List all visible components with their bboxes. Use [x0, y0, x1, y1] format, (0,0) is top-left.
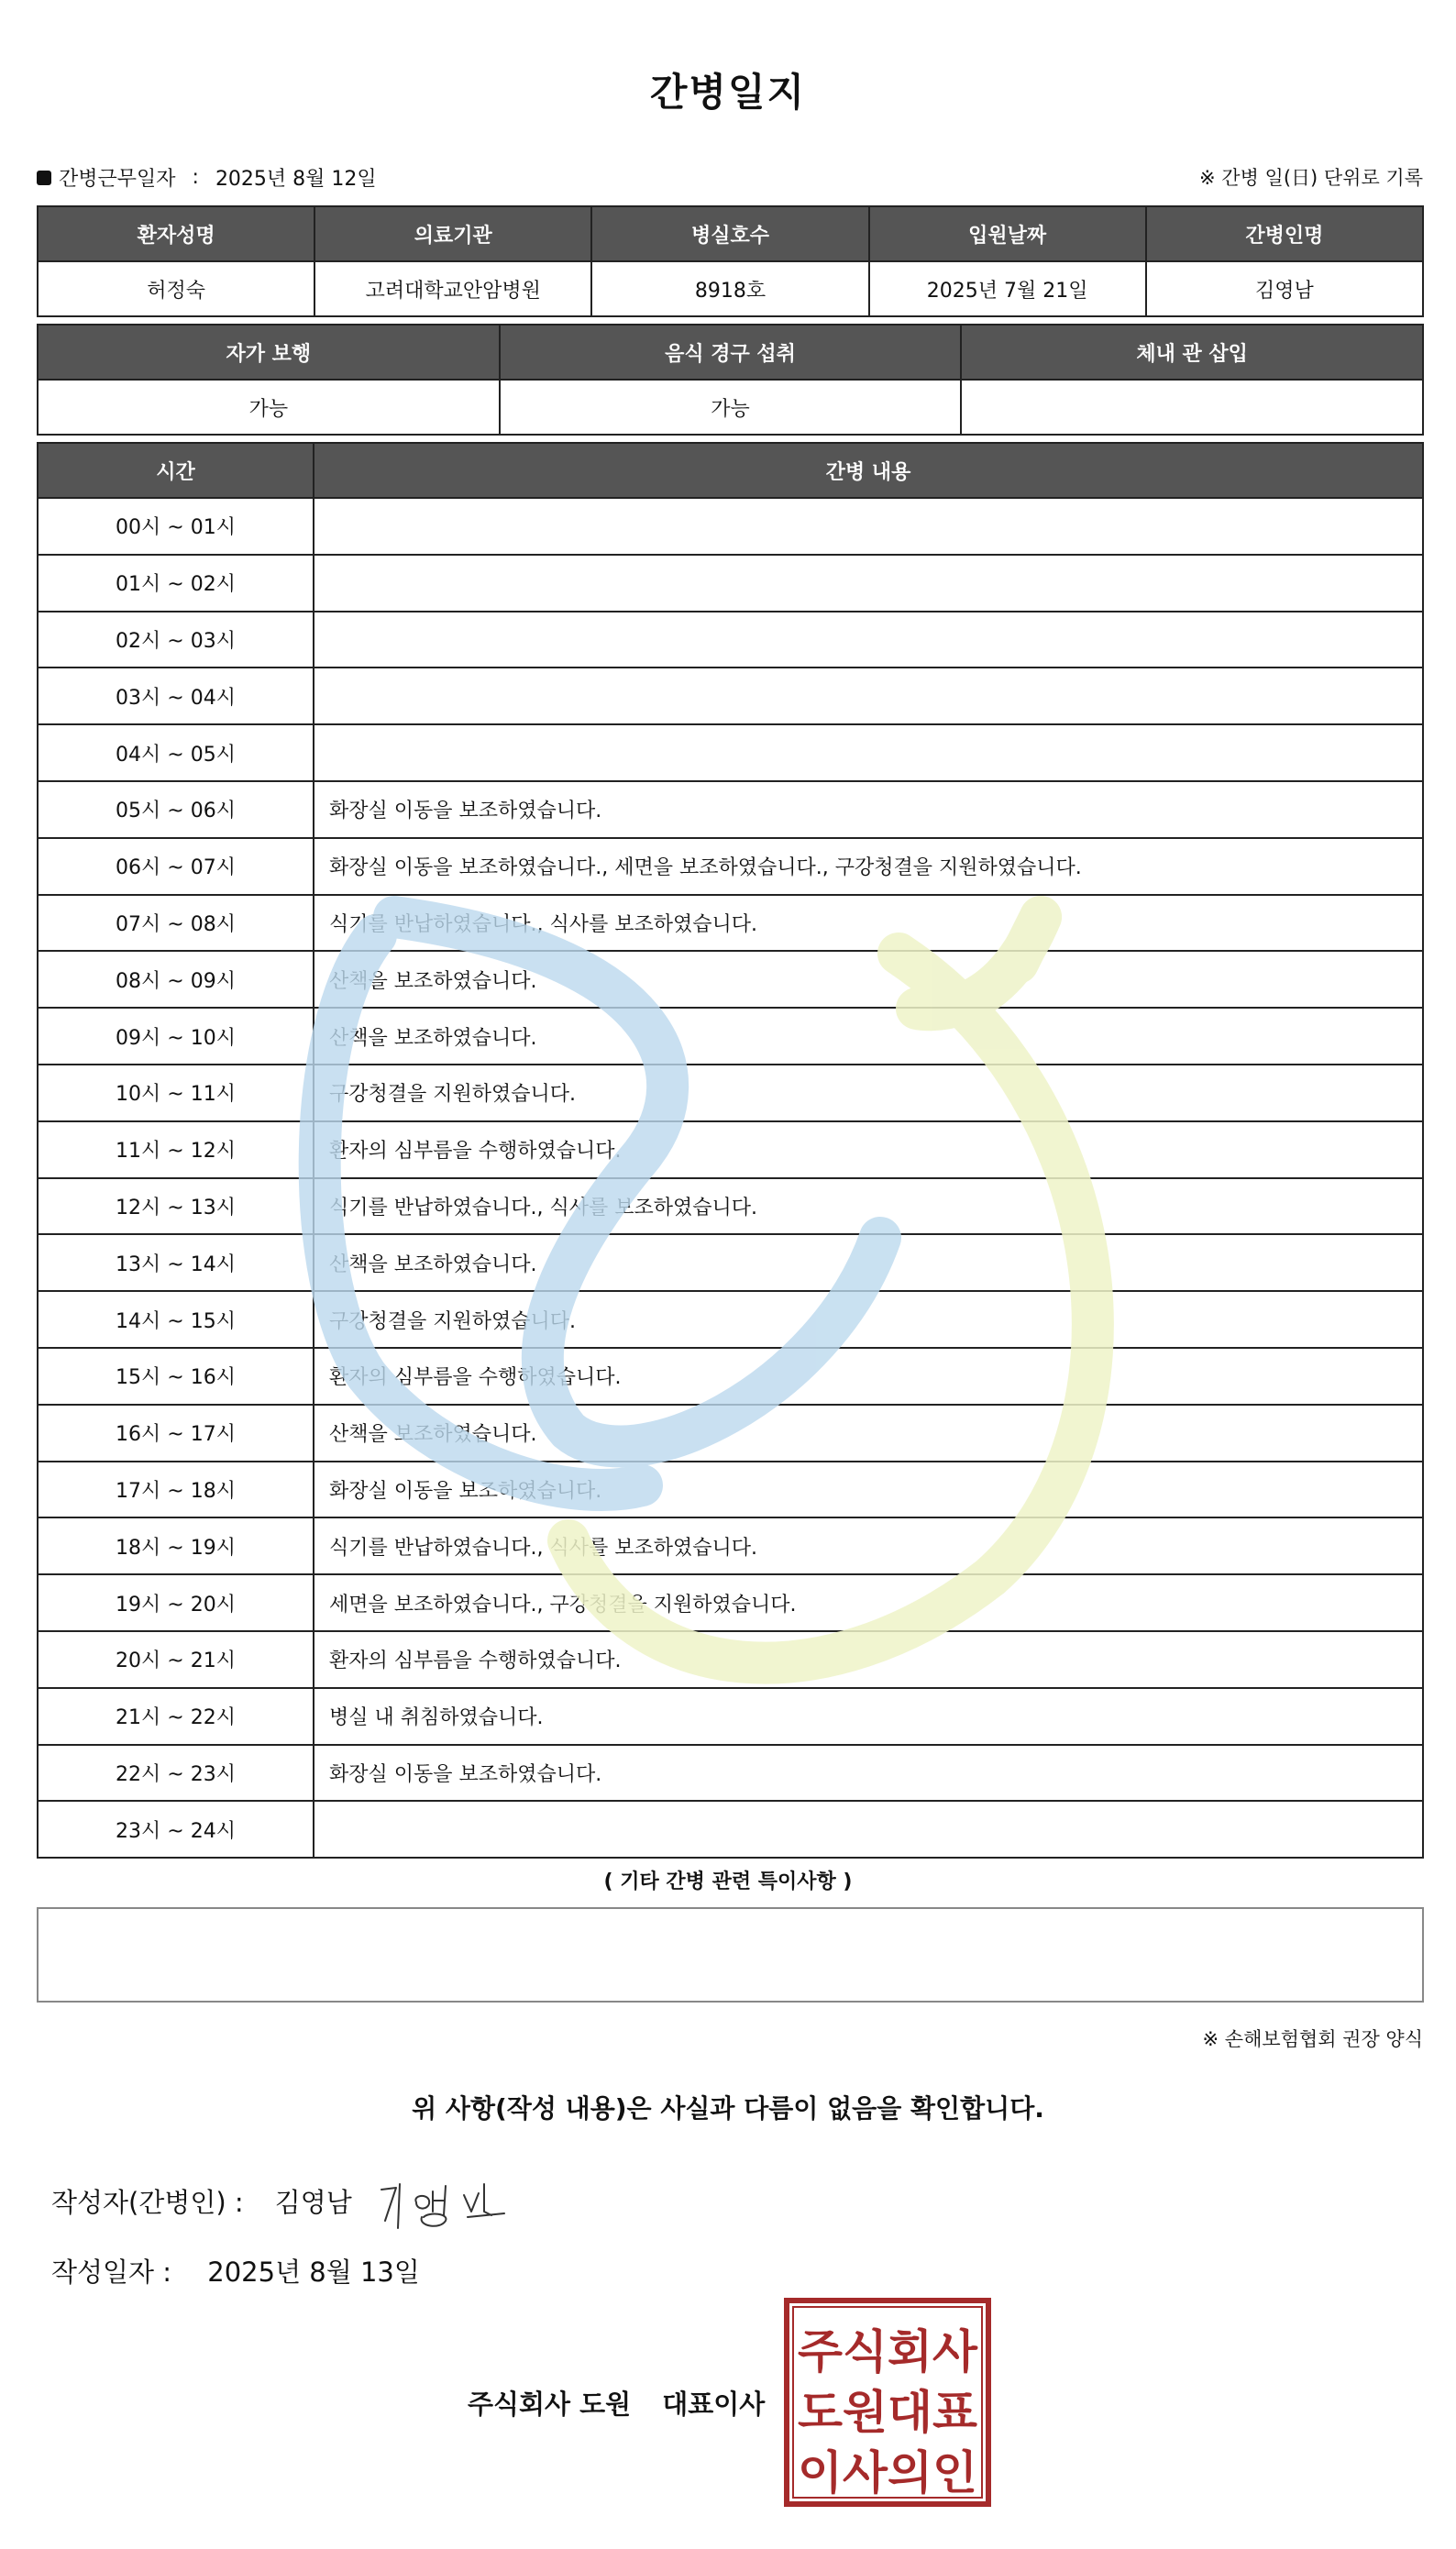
work-date-label: 간병근무일자	[59, 168, 176, 191]
log-row	[38, 1065, 1423, 1121]
content-cell: 산책을 보조하였습니다.	[314, 1405, 1423, 1462]
admission-date-cell: 2025년 7월 21일	[869, 261, 1146, 316]
content-cell: 환자의 심부름을 수행하였습니다.	[314, 1121, 1423, 1178]
content-cell: 화장실 이동을 보조하였습니다.	[314, 781, 1423, 838]
caregiver-name-header: 간병인명	[1146, 206, 1423, 261]
log-row	[38, 838, 1423, 895]
log-row	[38, 724, 1423, 781]
content-cell: 식기를 반납하였습니다., 식사를 보조하였습니다.	[314, 895, 1423, 952]
hospital-cell: 고려대학교안암병원	[314, 261, 591, 316]
bullet-square-icon	[37, 171, 51, 185]
log-row	[38, 895, 1423, 952]
patient-status-table	[37, 324, 1424, 436]
caregiver-name-cell: 김영남	[1146, 261, 1423, 316]
time-cell: 15시 ~ 16시	[38, 1348, 314, 1405]
document-title: 간병일지	[649, 70, 807, 115]
content-cell	[314, 724, 1423, 781]
log-row	[38, 1178, 1423, 1235]
writer-line	[51, 2182, 352, 2220]
time-cell: 10시 ~ 11시	[38, 1065, 314, 1121]
content-cell	[314, 498, 1423, 555]
time-cell: 09시 ~ 10시	[38, 1008, 314, 1065]
content-cell: 산책을 보조하였습니다.	[314, 1008, 1423, 1065]
time-cell: 16시 ~ 17시	[38, 1405, 314, 1462]
hospital-header: 의료기관	[314, 206, 591, 261]
log-row	[38, 612, 1423, 668]
work-date-value: 2025년 8월 12일	[215, 168, 377, 191]
patient-name-cell: 허정숙	[38, 261, 314, 316]
time-cell: 14시 ~ 15시	[38, 1291, 314, 1348]
time-cell: 21시 ~ 22시	[38, 1688, 314, 1745]
room-cell: 8918호	[591, 261, 868, 316]
representative-title: 대표이사	[662, 2389, 766, 2420]
log-row	[38, 1291, 1423, 1348]
log-row	[38, 498, 1423, 555]
time-cell: 12시 ~ 13시	[38, 1178, 314, 1235]
content-cell: 산책을 보조하였습니다.	[314, 951, 1423, 1008]
content-cell	[314, 612, 1423, 668]
log-row	[38, 555, 1423, 612]
time-cell: 04시 ~ 05시	[38, 724, 314, 781]
unit-note: ※ 간병 일(日) 단위로 기록	[1199, 167, 1423, 189]
content-cell: 환자의 심부름을 수행하였습니다.	[314, 1631, 1423, 1688]
log-row	[38, 1574, 1423, 1631]
work-date-line	[37, 163, 1423, 196]
log-row	[38, 1631, 1423, 1688]
special-notes-title: ( 기타 간병 관련 특이사항 )	[603, 1870, 853, 1893]
self-walking-header: 자가 보행	[38, 325, 500, 380]
log-row	[38, 1462, 1423, 1518]
content-cell	[314, 1801, 1423, 1858]
oral-intake-cell: 가능	[500, 380, 962, 435]
time-header: 시간	[38, 443, 314, 498]
company-seal-stamp	[784, 2298, 991, 2507]
time-cell: 07시 ~ 08시	[38, 895, 314, 952]
tube-insertion-header: 체내 관 삽입	[961, 325, 1423, 380]
special-notes-box	[37, 1907, 1424, 2003]
time-cell: 02시 ~ 03시	[38, 612, 314, 668]
time-cell: 05시 ~ 06시	[38, 781, 314, 838]
content-cell: 환자의 심부름을 수행하였습니다.	[314, 1348, 1423, 1405]
confirmation-statement: 위 사항(작성 내용)은 사실과 다름이 없음을 확인합니다.	[412, 2093, 1044, 2124]
company-line	[468, 2384, 765, 2422]
log-row	[38, 1234, 1423, 1291]
svg-text:주식회사: 주식회사	[798, 2325, 978, 2378]
self-walking-cell: 가능	[38, 380, 500, 435]
time-cell: 19시 ~ 20시	[38, 1574, 314, 1631]
tube-insertion-cell	[961, 380, 1423, 435]
room-header: 병실호수	[591, 206, 868, 261]
svg-text:이사의인: 이사의인	[798, 2446, 977, 2499]
written-date-line	[51, 2252, 420, 2290]
time-cell: 01시 ~ 02시	[38, 555, 314, 612]
log-row	[38, 1517, 1423, 1574]
handwritten-signature	[376, 2175, 541, 2239]
time-cell: 08시 ~ 09시	[38, 951, 314, 1008]
log-row	[38, 951, 1423, 1008]
content-cell: 구강청결을 지원하였습니다.	[314, 1291, 1423, 1348]
work-date-colon: :	[192, 166, 199, 189]
writer-name: 김영남	[274, 2187, 352, 2218]
time-cell: 23시 ~ 24시	[38, 1801, 314, 1858]
content-cell	[314, 555, 1423, 612]
company-name: 주식회사 도원	[468, 2389, 632, 2420]
time-cell: 00시 ~ 01시	[38, 498, 314, 555]
log-row	[38, 781, 1423, 838]
written-date-value: 2025년 8월 13일	[207, 2257, 420, 2288]
written-date-label: 작성일자 :	[51, 2257, 172, 2288]
log-row	[38, 1688, 1423, 1745]
content-cell	[314, 668, 1423, 724]
content-cell: 화장실 이동을 보조하였습니다.	[314, 1462, 1423, 1518]
content-cell: 식기를 반납하였습니다., 식사를 보조하였습니다.	[314, 1517, 1423, 1574]
time-cell: 11시 ~ 12시	[38, 1121, 314, 1178]
oral-intake-header: 음식 경구 섭취	[500, 325, 962, 380]
log-row	[38, 1801, 1423, 1858]
care-content-header: 간병 내용	[314, 443, 1423, 498]
content-cell: 세면을 보조하였습니다., 구강청결을 지원하였습니다.	[314, 1574, 1423, 1631]
patient-info-table	[37, 205, 1424, 317]
content-cell: 병실 내 취침하였습니다.	[314, 1688, 1423, 1745]
log-row	[38, 1121, 1423, 1178]
time-cell: 13시 ~ 14시	[38, 1234, 314, 1291]
content-cell: 구강청결을 지원하였습니다.	[314, 1065, 1423, 1121]
time-cell: 22시 ~ 23시	[38, 1745, 314, 1802]
content-cell: 화장실 이동을 보조하였습니다., 세면을 보조하였습니다., 구강청결을 지원하였습니다.	[314, 838, 1423, 895]
patient-name-header: 환자성명	[38, 206, 314, 261]
log-row	[38, 1405, 1423, 1462]
time-cell: 03시 ~ 04시	[38, 668, 314, 724]
content-cell: 화장실 이동을 보조하였습니다.	[314, 1745, 1423, 1802]
time-cell: 17시 ~ 18시	[38, 1462, 314, 1518]
log-row	[38, 668, 1423, 724]
care-log-table	[37, 442, 1424, 1859]
log-row	[38, 1745, 1423, 1802]
svg-text:도원대표: 도원대표	[798, 2386, 978, 2439]
log-row	[38, 1008, 1423, 1065]
admission-date-header: 입원날짜	[869, 206, 1146, 261]
time-cell: 18시 ~ 19시	[38, 1517, 314, 1574]
time-cell: 06시 ~ 07시	[38, 838, 314, 895]
writer-label: 작성자(간병인) :	[51, 2187, 244, 2218]
log-row	[38, 1348, 1423, 1405]
form-source-note: ※ 손해보험협회 권장 양식	[1202, 2028, 1423, 2050]
time-cell: 20시 ~ 21시	[38, 1631, 314, 1688]
content-cell: 산책을 보조하였습니다.	[314, 1234, 1423, 1291]
content-cell: 식기를 반납하였습니다., 식사를 보조하였습니다.	[314, 1178, 1423, 1235]
